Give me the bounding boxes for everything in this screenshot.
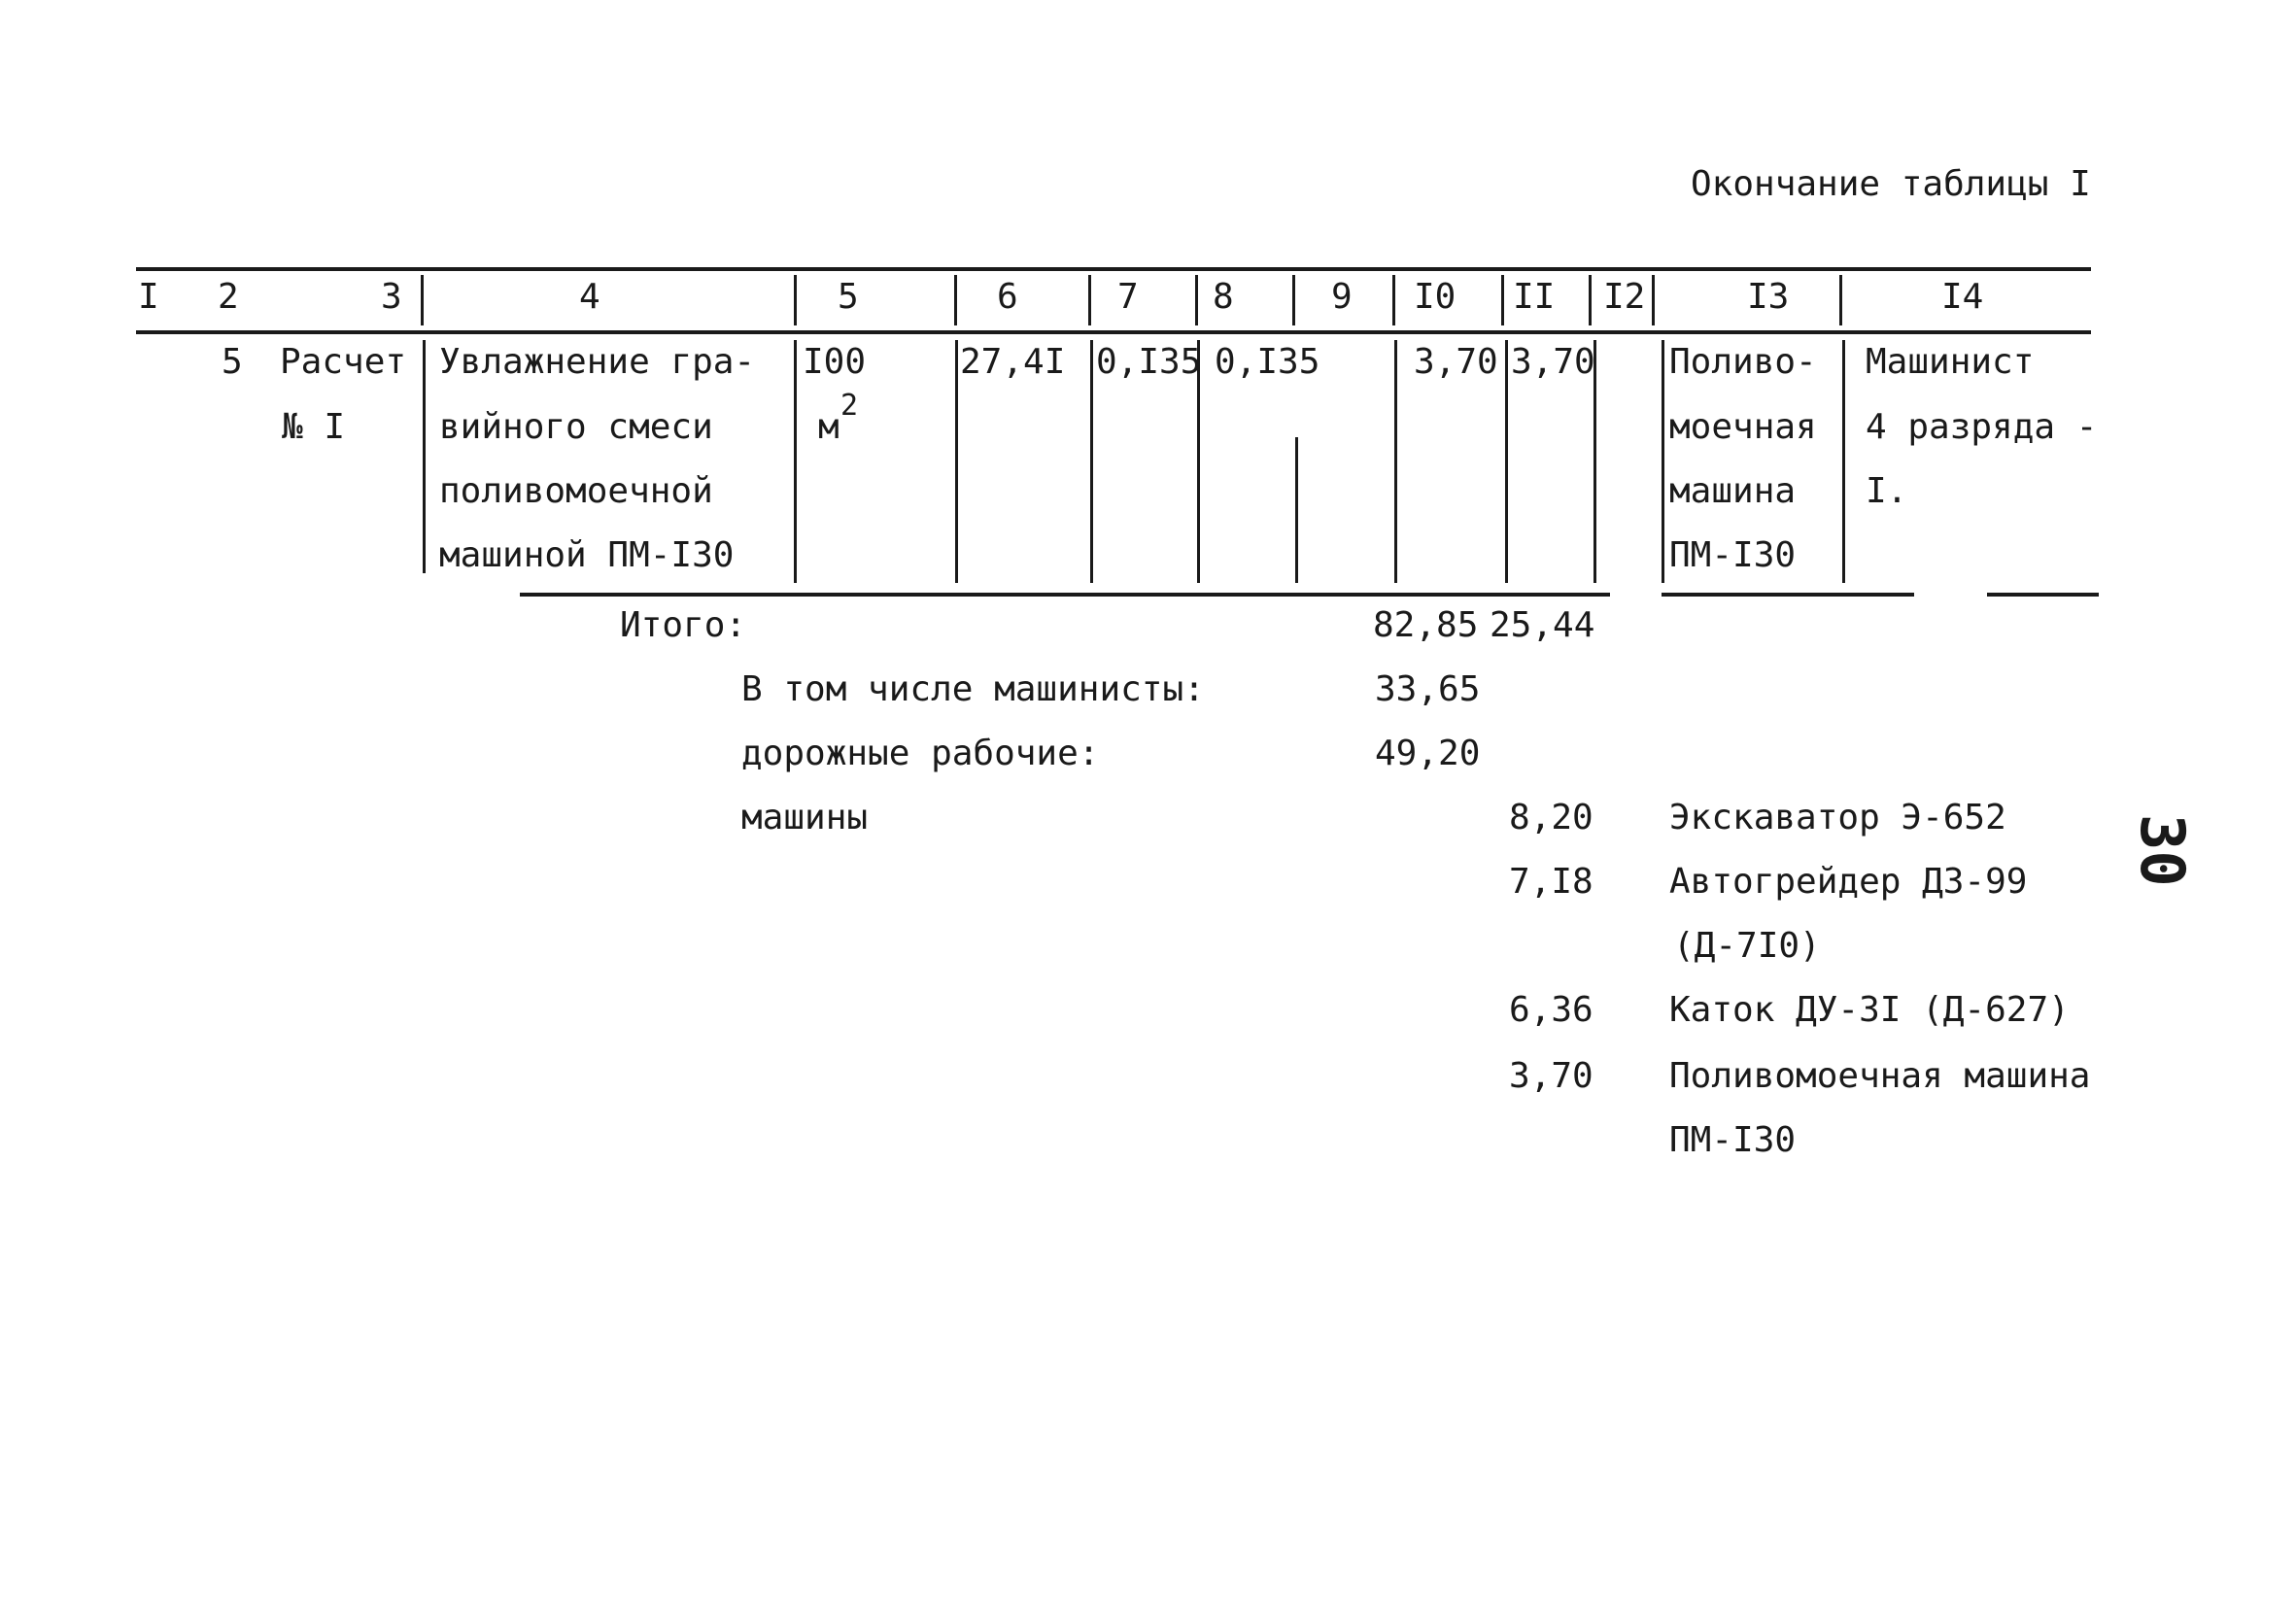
total-col-11: 25,44 (1490, 605, 1595, 645)
machine-name: Поливомоечная машина (1669, 1056, 2091, 1096)
row-calc-label: Расчет (280, 342, 407, 382)
row-bottom-rule (520, 593, 1610, 597)
col-sep (954, 275, 957, 325)
row-calc-number: № I (282, 407, 346, 447)
col-10-value: 3,70 (1414, 342, 1498, 382)
col-sep (955, 340, 958, 583)
machine-name: ПМ-I30 (1669, 1120, 1797, 1160)
col-sep (1839, 275, 1842, 325)
header-col-9: 9 (1331, 277, 1353, 317)
header-col-10: I0 (1414, 277, 1456, 317)
header-col-13: I3 (1747, 277, 1790, 317)
crew-line: Машинист (1866, 342, 2035, 382)
col-sep (421, 275, 424, 325)
col-sep (1505, 340, 1508, 583)
header-top-rule (136, 267, 2091, 271)
machine-line: ПМ-I30 (1669, 535, 1797, 575)
header-col-7: 7 (1117, 277, 1139, 317)
col-sep (794, 275, 797, 325)
machine-cost: 3,70 (1509, 1056, 1593, 1096)
header-col-6: 6 (997, 277, 1018, 317)
work-description-line: вийного смеси (439, 407, 713, 447)
total-label: Итого: (620, 605, 747, 645)
col-sep (423, 340, 426, 573)
machine-line: машина (1669, 471, 1797, 511)
header-col-11: II (1513, 277, 1556, 317)
col-6-value: 27,4I (960, 342, 1066, 382)
row-number: 5 (222, 342, 243, 382)
col-sep (1195, 275, 1198, 325)
machine-name: Автогрейдер ДЗ-99 (1669, 862, 2028, 902)
header-col-3: 3 (381, 277, 402, 317)
machine-cost: 8,20 (1509, 798, 1593, 837)
machinists-value: 33,65 (1375, 669, 1481, 709)
page-number: 30 (2127, 814, 2198, 887)
col-sep (1090, 340, 1093, 583)
machinists-label: В том числе машинисты: (741, 669, 1205, 709)
col-sep (1088, 275, 1091, 325)
crew-line: I. (1866, 471, 1908, 511)
col-sep (1394, 340, 1397, 583)
total-col-10: 82,85 (1373, 605, 1479, 645)
header-col-5: 5 (838, 277, 859, 317)
machine-line: моечная (1669, 407, 1817, 447)
machines-label: машины (741, 798, 869, 837)
row-bottom-rule-right (1662, 593, 1914, 597)
measure-unit-exponent: 2 (840, 389, 859, 423)
header-col-12: I2 (1603, 277, 1646, 317)
machine-cost: 7,I8 (1509, 862, 1593, 902)
road-workers-value: 49,20 (1375, 734, 1481, 773)
road-workers-label: дорожные рабочие: (741, 734, 1100, 773)
row-bottom-rule-end (1987, 593, 2099, 597)
machine-name: (Д-7I0) (1673, 926, 1821, 966)
col-sep (1501, 275, 1504, 325)
col-11-value: 3,70 (1511, 342, 1595, 382)
header-col-14: I4 (1941, 277, 1984, 317)
machine-name: Каток ДУ-3I (Д-627) (1669, 990, 2070, 1030)
col-8-value: 0,I35 (1215, 342, 1320, 382)
header-col-8: 8 (1213, 277, 1234, 317)
col-sep (794, 340, 797, 583)
col-sep (1392, 275, 1395, 325)
measure-unit: м (818, 407, 840, 447)
header-col-1: I (138, 277, 159, 317)
header-bottom-rule (136, 330, 2091, 334)
header-col-4: 4 (579, 277, 600, 317)
col-sep (1652, 275, 1655, 325)
work-description-line: машиной ПМ-I30 (439, 535, 735, 575)
work-description-line: поливомоечной (439, 471, 713, 511)
measure-amount: I00 (803, 342, 867, 382)
crew-line: 4 разряда - (1866, 407, 2098, 447)
col-sep (1292, 275, 1295, 325)
machine-cost: 6,36 (1509, 990, 1593, 1030)
header-col-2: 2 (218, 277, 239, 317)
col-sep (1295, 437, 1298, 583)
table-caption: Окончание таблицы I (1691, 164, 2091, 204)
work-description-line: Увлажнение гра- (439, 342, 756, 382)
machine-name: Экскаватор Э-652 (1669, 798, 2006, 837)
col-sep (1662, 340, 1664, 583)
col-sep (1589, 275, 1592, 325)
col-sep (1842, 340, 1845, 583)
machine-line: Поливо- (1669, 342, 1817, 382)
col-7-value: 0,I35 (1096, 342, 1202, 382)
